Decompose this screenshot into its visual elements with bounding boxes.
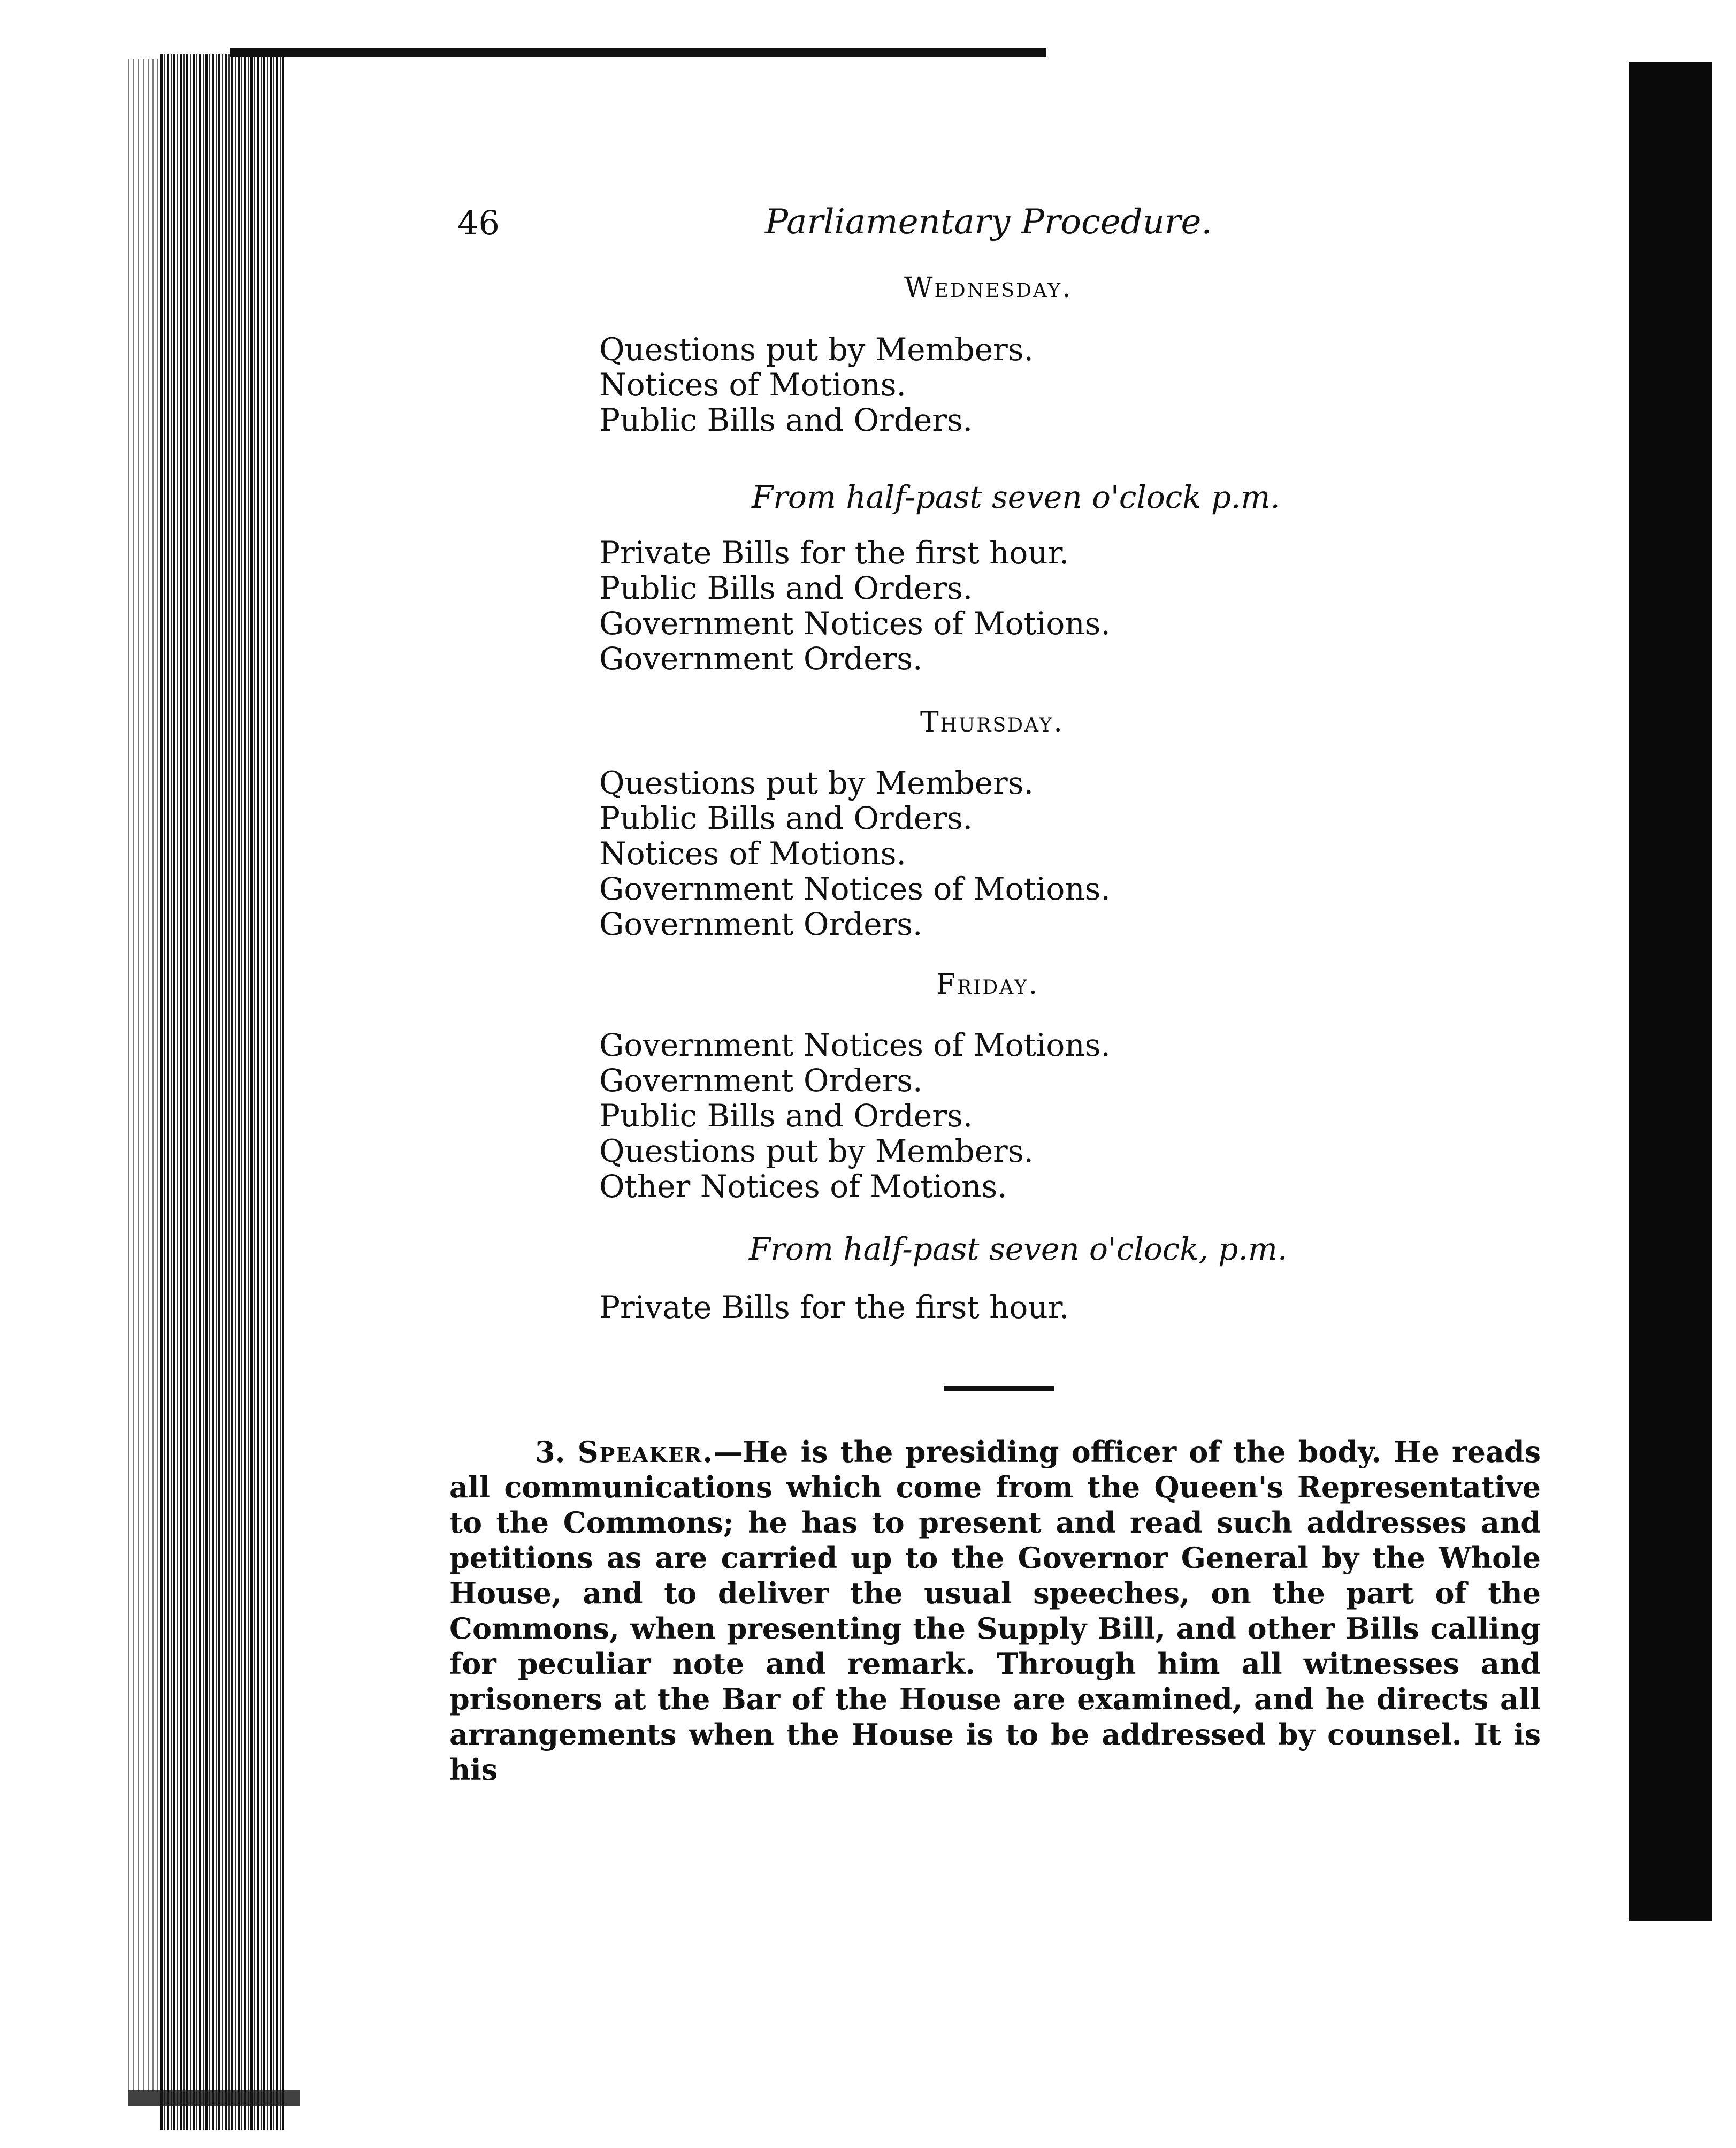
wednesday-evening-note: From half-past seven o'clock p.m. bbox=[752, 479, 1280, 515]
book-spine-scan-artifact bbox=[160, 54, 284, 2130]
list-item: Government Orders. bbox=[599, 1062, 923, 1099]
list-item: Other Notices of Motions. bbox=[599, 1168, 1007, 1205]
friday-list bbox=[599, 1027, 1111, 1204]
right-edge-shadow bbox=[1629, 62, 1712, 1921]
section-divider bbox=[944, 1386, 1054, 1391]
thursday-heading: Thursday. bbox=[920, 706, 1064, 738]
friday-heading: Friday. bbox=[936, 969, 1039, 1001]
top-edge-shadow bbox=[230, 48, 1046, 57]
friday-evening-list bbox=[599, 1290, 1069, 1325]
list-item: Government Orders. bbox=[599, 641, 923, 677]
list-item: Public Bills and Orders. bbox=[599, 800, 973, 836]
list-item: Private Bills for the first hour. bbox=[599, 1289, 1069, 1326]
list-item: Questions put by Members. bbox=[599, 1133, 1034, 1169]
section-number: 3. bbox=[535, 1435, 565, 1469]
list-item: Government Notices of Motions. bbox=[599, 1027, 1111, 1063]
list-item: Private Bills for the first hour. bbox=[599, 535, 1069, 571]
friday-evening-note: From half-past seven o'clock, p.m. bbox=[749, 1231, 1288, 1267]
bottom-edge-shadow bbox=[128, 2090, 300, 2106]
wednesday-heading: Wednesday. bbox=[904, 272, 1073, 304]
list-item: Questions put by Members. bbox=[599, 765, 1034, 801]
section-heading: Speaker. bbox=[577, 1435, 714, 1469]
wednesday-evening-list bbox=[599, 535, 1111, 676]
wednesday-list bbox=[599, 332, 1034, 438]
list-item: Government Notices of Motions. bbox=[599, 871, 1111, 907]
list-item: Government Notices of Motions. bbox=[599, 605, 1111, 642]
page-number: 46 bbox=[457, 203, 500, 242]
list-item: Public Bills and Orders. bbox=[599, 402, 973, 438]
section-body: —He is the presiding officer of the body. He reads all communications which come from the Queen's Representative to the Commons; he has to present and read such addresses and petitions as are carried up to the Governor General by the Whole House, and to deliver the usual speeches, on the part of the Commons, when presenting the Supply Bill, and other Bills calling for peculiar note and remark. Through him all witnesses and prisoners at the Bar of the House are examined, and he directs all arrangements when the House is to be addressed by counsel. It is his bbox=[449, 1435, 1541, 1787]
running-title: Parliamentary Procedure. bbox=[765, 202, 1212, 242]
list-item: Notices of Motions. bbox=[599, 835, 906, 872]
list-item: Public Bills and Orders. bbox=[599, 1098, 973, 1134]
page-edge-shadow bbox=[128, 59, 160, 2092]
list-item: Notices of Motions. bbox=[599, 367, 906, 403]
speaker-paragraph bbox=[449, 1434, 1541, 1787]
list-item: Public Bills and Orders. bbox=[599, 570, 973, 606]
list-item: Questions put by Members. bbox=[599, 331, 1034, 368]
thursday-list bbox=[599, 765, 1111, 942]
list-item: Government Orders. bbox=[599, 906, 923, 942]
